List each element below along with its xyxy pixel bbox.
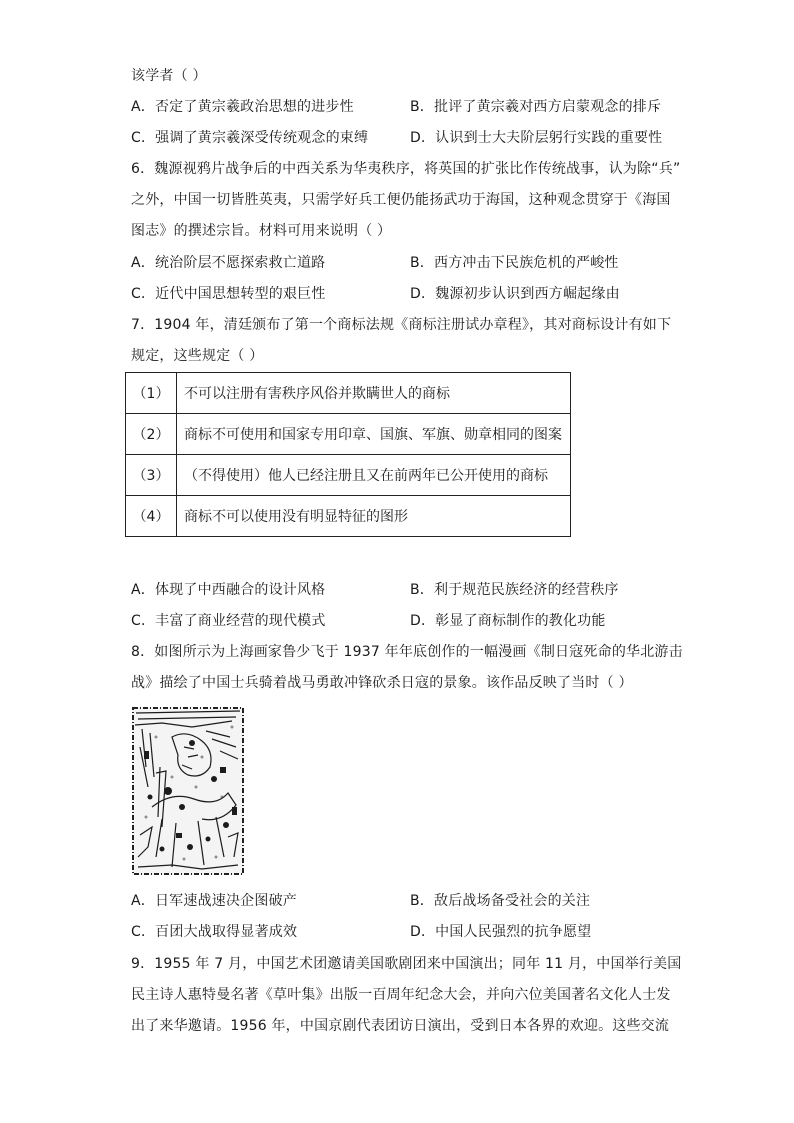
q8-option-c[interactable]: C．百团大战取得显著成效 bbox=[131, 924, 298, 940]
q9-stem-line-2: 民主诗人惠特曼名著《草叶集》出版一百周年纪念大会，并向六位美国著名文化人士发 bbox=[131, 987, 671, 1003]
table-row bbox=[126, 373, 571, 414]
q6-stem-line-1: 6．魏源视鸦片战争后的中西关系为华夷秩序，将英国的扩张比作传统战事，认为除“兵” bbox=[131, 161, 681, 177]
trademark-rules-table bbox=[125, 372, 571, 537]
q9-stem-line-1: 9．1955 年 7 月，中国艺术团邀请美国歌剧团来中国演出；同年 11 月，中国举行美国 bbox=[131, 956, 682, 972]
q6-stem-line-2: 之外，中国一切皆胜英夷，只需学好兵工便仍能扬武功于海国，这种观念贯穿于《海国 bbox=[131, 192, 671, 208]
q5-option-b[interactable]: B．批评了黄宗羲对西方启蒙观念的排斥 bbox=[410, 99, 662, 115]
table-row bbox=[126, 455, 571, 496]
rule-text: 商标不可使用和国家专用印章、国旗、军旗、勋章相同的图案 bbox=[177, 414, 571, 455]
q8-option-b[interactable]: B．敌后战场备受社会的关注 bbox=[410, 893, 591, 909]
rule-text: 不可以注册有害秩序风俗并欺瞒世人的商标 bbox=[177, 373, 571, 414]
q8-option-d[interactable]: D．中国人民强烈的抗争愿望 bbox=[410, 924, 592, 940]
rule-number: （2） bbox=[126, 414, 177, 455]
q7-option-c[interactable]: C．丰富了商业经营的现代模式 bbox=[131, 613, 326, 629]
q8-stem-line-1: 8．如图所示为上海画家鲁少飞于 1937 年年底创作的一幅漫画《制日寇死命的华北游击 bbox=[131, 644, 683, 660]
rule-text: 商标不可以使用没有明显特征的图形 bbox=[177, 496, 571, 537]
q7-stem-line-2: 规定，这些规定（ ） bbox=[131, 348, 264, 364]
q9-stem-line-3: 出了来华邀请。1956 年，中国京剧代表团访日演出，受到日本各界的欢迎。这些交流 bbox=[131, 1018, 670, 1034]
q5-stem-end: 该学者（ ） bbox=[131, 68, 207, 84]
q6-option-d[interactable]: D．魏源初步认识到西方崛起缘由 bbox=[410, 286, 620, 302]
q7-option-d[interactable]: D．彰显了商标制作的教化功能 bbox=[410, 613, 606, 629]
table-row bbox=[126, 414, 571, 455]
q7-option-a[interactable]: A．体现了中西融合的设计风格 bbox=[131, 582, 326, 598]
rule-number: （3） bbox=[126, 455, 177, 496]
cartoon-illustration bbox=[132, 707, 244, 875]
q5-option-a[interactable]: A．否定了黄宗羲政治思想的进步性 bbox=[131, 99, 354, 115]
table-row bbox=[126, 496, 571, 537]
q8-stem-line-2: 战》描绘了中国士兵骑着战马勇敢冲锋砍杀日寇的景象。该作品反映了当时（ ） bbox=[131, 675, 633, 691]
rule-number: （1） bbox=[126, 373, 177, 414]
rule-text: （不得使用）他人已经注册且又在前两年已公开使用的商标 bbox=[177, 455, 571, 496]
q7-option-b[interactable]: B．利于规范民族经济的经营秩序 bbox=[410, 582, 619, 598]
q6-stem-line-3: 图志》的撰述宗旨。材料可用来说明（ ） bbox=[131, 223, 392, 239]
q5-option-c[interactable]: C．强调了黄宗羲深受传统观念的束缚 bbox=[131, 130, 369, 146]
q6-option-c[interactable]: C．近代中国思想转型的艰巨性 bbox=[131, 286, 326, 302]
rule-number: （4） bbox=[126, 496, 177, 537]
q7-stem-line-1: 7．1904 年，清廷颁布了第一个商标法规《商标注册试办章程》，其对商标设计有如下 bbox=[131, 317, 672, 333]
q6-option-a[interactable]: A．统治阶层不愿探索救亡道路 bbox=[131, 255, 326, 271]
q6-option-b[interactable]: B．西方冲击下民族危机的严峻性 bbox=[410, 255, 619, 271]
q5-option-d[interactable]: D．认识到士大夫阶层躬行实践的重要性 bbox=[410, 130, 663, 146]
q8-option-a[interactable]: A．日军速战速决企图破产 bbox=[131, 893, 297, 909]
